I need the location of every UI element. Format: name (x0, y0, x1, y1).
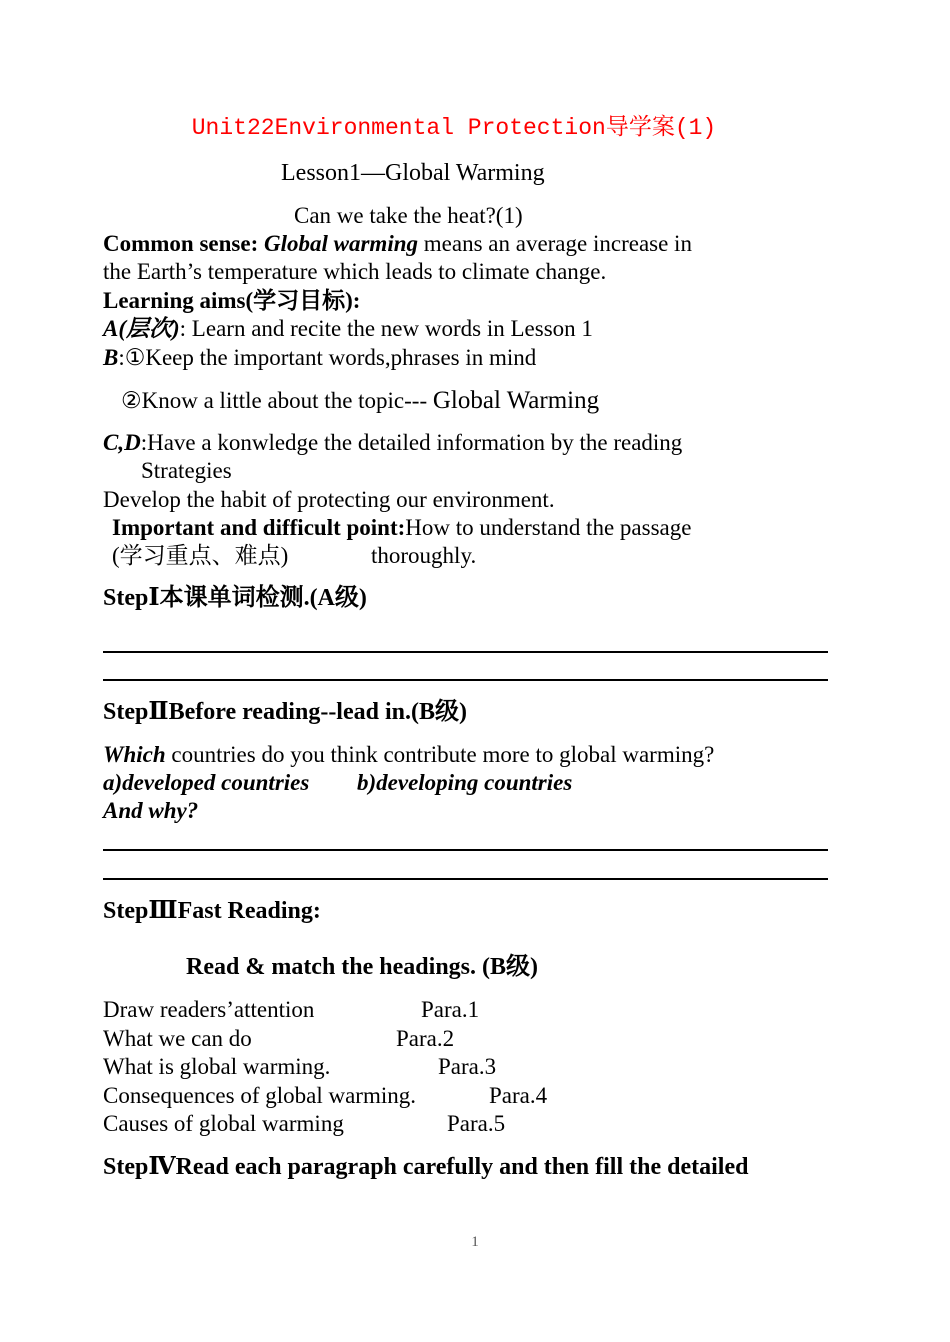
common-sense-label: Common sense: (103, 231, 259, 256)
match-heading-2: What we can do (103, 1026, 252, 1051)
match-heading-1: Draw readers’attention (103, 997, 315, 1022)
match-para-4: Para.4 (489, 1083, 548, 1108)
aim-b-line2 (121, 387, 599, 415)
important-point-line1 (112, 514, 691, 542)
step3-instruction: Read & match the headings. (B级) (186, 954, 538, 980)
lesson-title: Lesson1—Global Warming (281, 160, 545, 186)
match-heading-5: Causes of global warming (103, 1111, 344, 1136)
step2-why: And why? (103, 798, 199, 823)
important-point-text2: thoroughly. (371, 543, 477, 568)
important-point-label: Important and difficult point: (112, 515, 406, 540)
common-sense-line2: the Earth’s temperature which leads to climate change. (103, 259, 607, 284)
aim-cd (103, 429, 682, 457)
step2-option-b: b)developing countries (357, 770, 573, 795)
common-sense-line1 (103, 230, 692, 258)
answer-line-2[interactable] (103, 679, 828, 681)
step2-question (103, 741, 714, 769)
match-para-5: Para.5 (447, 1111, 506, 1136)
aim-cd-label: C,D (103, 430, 141, 455)
aim-b-topic: Global Warming (432, 387, 600, 414)
aim-cd-text1: :Have a konwledge the detailed information by the reading (140, 430, 683, 455)
aim-b-label: B (103, 345, 119, 370)
answer-line-4[interactable] (103, 878, 828, 880)
common-sense-term: Global warming (264, 231, 419, 256)
answer-line-3[interactable] (103, 849, 828, 851)
learning-aims-heading: Learning aims(学习目标): (103, 288, 361, 313)
step2-option-a: a)developed countries (103, 770, 310, 795)
match-heading-3: What is global warming. (103, 1054, 331, 1079)
aim-habit: Develop the habit of protecting our environment. (103, 487, 555, 512)
step1-heading: StepⅠ本课单词检测.(A级) (103, 585, 367, 611)
important-point-text1: How to understand the passage (405, 515, 692, 540)
step2-question-text: countries do you think contribute more to global warming? (165, 742, 715, 767)
step3-heading: StepⅢFast Reading: (103, 898, 321, 924)
aim-a-label: A(层次) (103, 316, 180, 341)
aim-b-text2: ②Know a little about the topic--- (121, 388, 433, 413)
answer-line-1[interactable] (103, 651, 828, 653)
step2-heading: StepⅡBefore reading--lead in.(B级) (103, 699, 467, 725)
step4-heading: StepⅣRead each paragraph carefully and then fill the detailed (103, 1154, 749, 1180)
page-number: 1 (471, 1234, 479, 1250)
aim-cd-text2: Strategies (141, 458, 232, 483)
aim-a (103, 315, 593, 343)
step2-question-emph: Which (103, 742, 166, 767)
important-point-cn-label: (学习重点、难点) (112, 543, 289, 568)
aim-a-text: : Learn and recite the new words in Lesson 1 (179, 316, 593, 341)
aim-b-text1: :①Keep the important words,phrases in mind (118, 345, 537, 370)
doc-title: Unit22Environmental Protection导学案(1) (191, 115, 717, 141)
match-heading-4: Consequences of global warming. (103, 1083, 416, 1108)
aim-b (103, 344, 536, 372)
match-para-2: Para.2 (396, 1026, 455, 1051)
match-para-1: Para.1 (421, 997, 480, 1022)
match-para-3: Para.3 (438, 1054, 497, 1079)
lesson-subtitle: Can we take the heat?(1) (294, 203, 523, 228)
common-sense-text: means an average increase in (418, 231, 692, 256)
